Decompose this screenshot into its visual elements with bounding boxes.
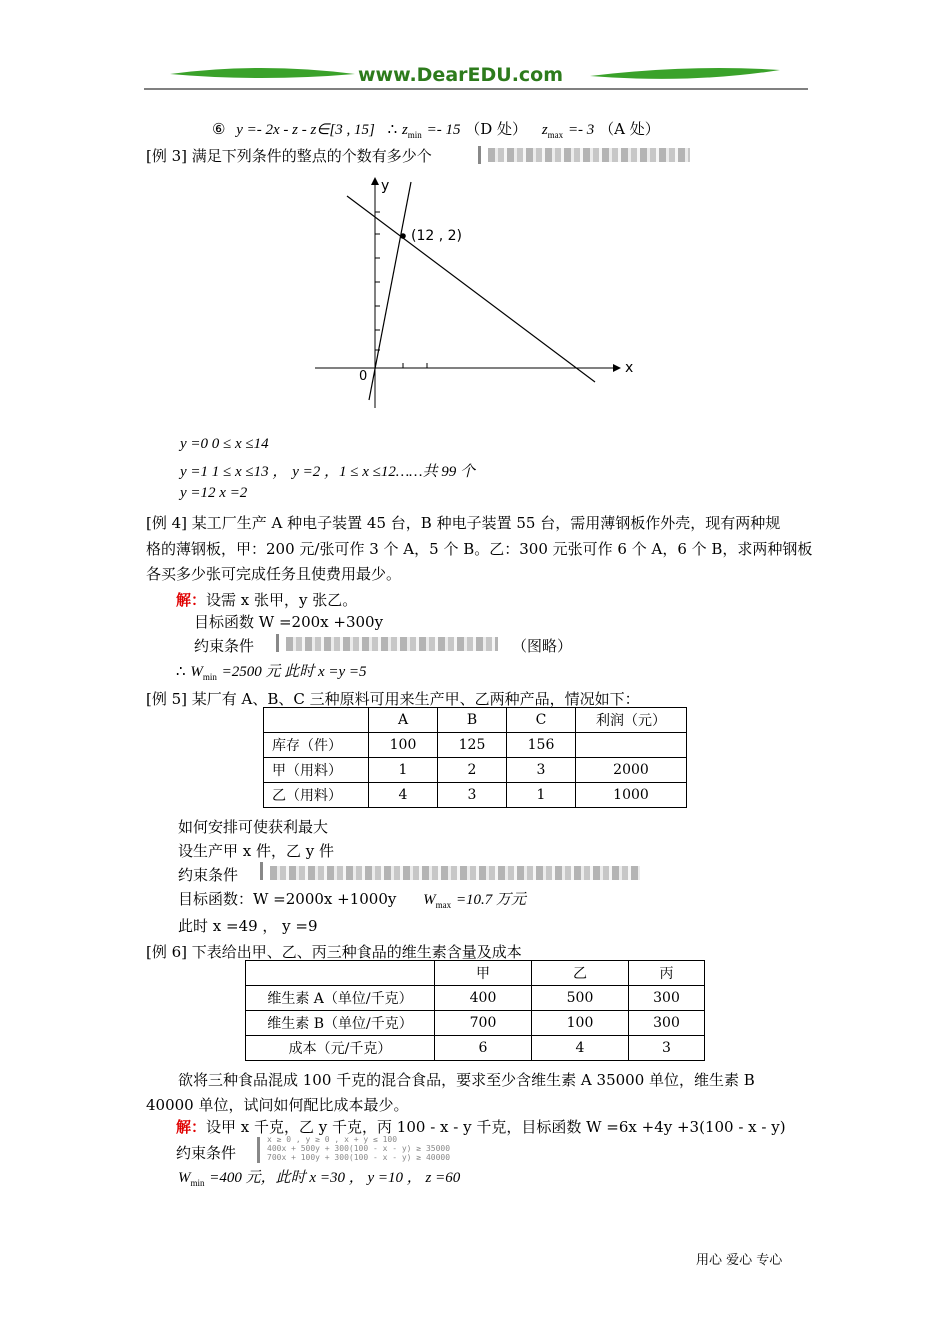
ex5-brace [260,862,267,880]
table-cell [264,708,369,733]
table-cell: 1 [507,783,576,808]
ex6-wmin-val: =400 元，此时 x =30 ， y =10 ， z =60 [209,1170,461,1186]
ex5-wmax-sub: max [435,900,452,910]
ex4-p2: 格的薄钢板，甲：200 元/张可作 3 个 A，5 个 B。乙：300 元张可作 6 个 A，6 个 B，求两种钢板 [146,540,813,558]
intersection-point [400,233,406,239]
ex6-p2: 40000 单位，试问如何配比成本最少。 [146,1096,409,1114]
table-cell: 1 [369,758,438,783]
ex3-brace [478,146,485,164]
ex5-cons-label: 约束条件 [178,866,239,884]
ex4-w: W [190,664,203,680]
table-cell: 100 [369,733,438,758]
ex4-brace [276,634,283,652]
table-row [264,733,687,758]
table-cell: 6 [435,1036,532,1061]
ex6-label: [例 6] 下表给出甲、乙、丙三种食品的维生素含量及成本 [146,943,522,961]
ex3-l2a: y =1 1 ≤ x ≤13 ， [180,464,288,480]
table-cell: 3 [629,1036,705,1061]
ex4-w-val: =2500 元 此时 x =y =5 [221,664,367,680]
table-row [264,783,687,808]
ex5-obj: 目标函数：W =2000x +1000y [178,890,397,908]
left-swoosh-icon [170,68,355,78]
ex5-label: [例 5] 某厂有 A、B、C 三种原料可用来生产甲、乙两种产品，情况如下： [146,690,640,708]
ex6-sol-label: 解： [176,1118,207,1136]
table-cell: 乙 [532,961,629,986]
ex6-wmin: W [178,1170,191,1186]
ex3-blurred-constraints [488,148,690,162]
table-cell [576,733,687,758]
table-cell: 156 [507,733,576,758]
table-cell: 3 [438,783,507,808]
table-cell [246,961,435,986]
table-cell: 4 [369,783,438,808]
ex5-then: 此时 x =49 ， y =9 [178,917,318,935]
zmin-sub: min [407,130,422,140]
ex4-cons-label: 约束条件 [194,637,255,655]
table-cell: 库存（件） [264,733,369,758]
table-row [246,961,705,986]
ex5-obj-line [178,888,526,910]
ex5-q: 如何安排可使获利最大 [178,818,329,836]
ex6-table [245,960,705,1061]
table-cell: 乙（用料） [264,783,369,808]
ex4-p3: 各买多少张可完成任务且使费用最少。 [146,565,402,583]
ex5-table [263,707,687,808]
ex6-cons-lines [267,1135,450,1162]
ex3-graph [315,172,640,412]
ex6-p1: 欲将三种食品混成 100 千克的混合食品，要求至少含维生素 A 35000 单位，维生素 B [178,1071,755,1089]
ex3-l1: y =0 0 ≤ x ≤14 [180,436,269,452]
ex6-solution [176,1116,786,1137]
ex6-cons1: x ≥ 0 , y ≥ 0 , x + y ≤ 100 [267,1135,398,1144]
zmax-sub: max [547,130,564,140]
footer: 用心 爱心 专心 [696,1253,783,1268]
y-ticks [375,212,380,350]
ex3-l2b: y =2 ，1 ≤ x ≤12……共 99 个 [292,464,476,480]
ex5-wmax: W [423,892,436,908]
table-cell: 500 [532,986,629,1011]
ex6-cons3: 700x + 100y + 300(100 - x - y) ≥ 40000 [267,1153,451,1162]
ex3-l3: y =12 x =2 [180,485,248,501]
circled-six: ⑥ [212,120,226,138]
zmin-val: =- 15 [426,122,461,138]
x-ticks [403,363,427,368]
table-cell: 300 [629,1011,705,1036]
ex4-obj: 目标函数 W =200x +300y [194,613,384,631]
table-cell: 3 [507,758,576,783]
ex4-therefore: ∴ [176,662,186,680]
table-cell: C [507,708,576,733]
table-row [246,1036,705,1061]
ex6-cons-label: 约束条件 [176,1144,237,1162]
table-cell: 丙 [629,961,705,986]
ex4-sol-text: 设需 x 张甲，y 张乙。 [206,591,358,609]
graph-y-label: y [381,178,390,194]
table-row [264,708,687,733]
table-cell: 成本（元/千克） [246,1036,435,1061]
ex4-blurred-constraints [286,637,498,651]
table-cell: 125 [438,733,507,758]
table-cell: 100 [532,1011,629,1036]
ex6-wmin-sub: min [190,1178,205,1188]
zmax-sym: z [541,122,548,138]
table-row [264,758,687,783]
line6 [212,118,660,140]
ex5-set: 设生产甲 x 件，乙 y 件 [178,842,335,860]
ex5-wmax-val: =10.7 万元 [455,892,527,908]
falling-line [347,196,595,382]
eq6: y =- 2x - z - z∈[3 , 15] [236,122,375,138]
table-cell: 700 [435,1011,532,1036]
graph-x-label: x [625,360,634,376]
ex4-solution [176,589,357,610]
ex4-result [176,660,367,682]
ex4-cons-note: （图略） [512,637,573,655]
ex6-sol-text: 设甲 x 千克，乙 y 千克，丙 100 - x - y 千克，目标函数 W =6x +4y +3(100 - x - y) [206,1118,786,1136]
table-cell: 维生素 B（单位/千克） [246,1011,435,1036]
zmax-note: （A 处） [599,120,660,138]
table-cell: 2000 [576,758,687,783]
table-cell: 400 [435,986,532,1011]
graph-origin-label: 0 [359,369,368,384]
zmax-val: =- 3 [567,122,595,138]
ex3-label: [例 3] 满足下列条件的整点的个数有多少个 [146,147,432,165]
ex5-blurred-constraints [270,866,640,880]
table-cell: 利润（元） [576,708,687,733]
therefore-1: ∴ [387,120,398,138]
table-cell: 甲 [435,961,532,986]
table-cell: 300 [629,986,705,1011]
table-row [246,986,705,1011]
site-name: www.DearEDU.com [358,64,564,86]
zmin-sym: z [401,122,408,138]
ex6-cons2: 400x + 500y + 300(100 - x - y) ≥ 35000 [267,1144,451,1153]
ex4-sol-label: 解： [176,591,207,609]
table-cell: 4 [532,1036,629,1061]
table-row [246,1011,705,1036]
right-swoosh-icon [590,68,780,79]
ex4-w-sub: min [202,672,217,682]
table-cell: 2 [438,758,507,783]
zmin-note: （D 处） [465,120,528,138]
table-cell: A [369,708,438,733]
table-cell: 维生素 A（单位/千克） [246,986,435,1011]
table-cell: 甲（用料） [264,758,369,783]
ex3-l2 [180,460,475,481]
table-cell: 1000 [576,783,687,808]
ex4-p1: [例 4] 某工厂生产 A 种电子装置 45 台，B 种电子装置 55 台，需用薄钢板作外壳，现有两种规 [146,514,781,532]
graph-point-label: (12 , 2) [411,228,462,244]
table-cell: B [438,708,507,733]
ex6-result [178,1166,460,1188]
ex6-brace [257,1137,264,1163]
